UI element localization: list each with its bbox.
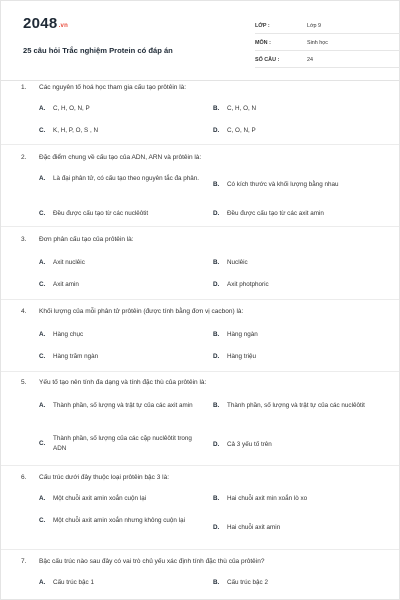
meta-value: Sinh học <box>307 40 328 46</box>
meta-label: MÔN : <box>255 40 271 46</box>
option-b[interactable]: B. Nuclêic <box>213 259 248 266</box>
meta-row-class <box>255 17 400 34</box>
option-a[interactable]: A. Hàng chục <box>39 331 84 338</box>
option-b[interactable]: B. Thành phần, số lượng và trật tự của các nuclêôtit <box>213 402 365 409</box>
option-a[interactable]: A. Cấu trúc bậc 1 <box>39 579 94 586</box>
question-divider <box>1 299 399 300</box>
question-text: 1. Các nguyên tố hoá học tham gia cấu tạo prôtêin là: <box>21 84 187 91</box>
meta-label: SỐ CÂU : <box>255 57 280 63</box>
question-text: 3. Đơn phân cấu tạo của prôtêin là: <box>21 236 134 243</box>
option-c[interactable]: C. Hàng trăm ngàn <box>39 353 99 360</box>
option-d[interactable]: D. Hai chuỗi axit amin <box>213 524 281 531</box>
option-c[interactable]: C. Axit amin <box>39 281 79 288</box>
option-c[interactable]: C. Một chuỗi axit amin xoắn nhưng không cuộn lại <box>39 517 185 524</box>
meta-row-subject <box>255 34 400 51</box>
question-text: 7. Bậc cấu trúc nào sau đây có vai trò chủ yếu xác định tính đặc thù của prôtêin? <box>21 558 265 565</box>
page-title: 25 câu hỏi Trắc nghiệm Protein có đáp án <box>23 46 173 55</box>
option-a[interactable]: A. Một chuỗi axit amin xoắn cuộn lại <box>39 495 147 502</box>
question-text: 5. Yếu tố tạo nên tính đa dạng và tính đặc thù của prôtêin là: <box>21 379 207 386</box>
option-a[interactable]: A. C, H, O, N, P <box>39 105 90 112</box>
option-b[interactable]: B. Có kích thước và khối lượng bằng nhau <box>213 181 339 188</box>
option-a[interactable]: A. Axit nuclêic <box>39 259 85 266</box>
option-d[interactable]: D. C, O, N, P <box>213 127 256 134</box>
question-divider <box>1 226 399 227</box>
option-d[interactable]: D. Đều được cấu tạo từ các axit amin <box>213 210 324 217</box>
option-c[interactable]: C. K, H, P, O, S , N <box>39 127 99 134</box>
option-a[interactable]: A. Là đại phân tử, có cấu tạo theo nguyên tắc đa phân. <box>39 175 200 182</box>
meta-row-count <box>255 51 400 68</box>
option-b[interactable]: B. Cấu trúc bậc 2 <box>213 579 268 586</box>
question-divider <box>1 144 399 145</box>
question-text: 2. Đặc điểm chung về cấu tạo của ADN, ARN và prôtêin là: <box>21 154 202 161</box>
meta-table <box>255 17 400 68</box>
option-d[interactable]: D. Cả 3 yếu tố trên <box>213 441 272 448</box>
question-divider <box>1 549 399 550</box>
question-text: 6. Cấu trúc dưới đây thuộc loại prôtêin bậc 3 là: <box>21 474 170 481</box>
option-b[interactable]: B. C, H, O, N <box>213 105 257 112</box>
option-a[interactable]: A. Thành phần, số lượng và trật tự của các axit amin <box>39 402 193 409</box>
page-header <box>23 15 383 71</box>
option-c[interactable]: C. Thành phần, số lượng của các cặp nuclêôtit trong ADN <box>39 435 192 452</box>
header-divider <box>1 80 399 81</box>
question-divider <box>1 465 399 466</box>
meta-value: Lớp 9 <box>307 23 322 29</box>
site-logo[interactable]: 2048.vn <box>23 15 69 32</box>
option-d[interactable]: D. Axit photphoric <box>213 281 269 288</box>
meta-value: 24 <box>307 57 313 63</box>
option-b[interactable]: B. Hàng ngàn <box>213 331 258 338</box>
question-text: 4. Khối lượng của mỗi phân tử prôtêin (được tính bằng đơn vị cacbon) là: <box>21 308 244 315</box>
question-divider <box>1 371 399 372</box>
option-c[interactable]: C. Đều được cấu tạo từ các nuclêôtit <box>39 210 149 217</box>
option-b[interactable]: B. Hai chuỗi axit min xoắn lò xo <box>213 495 308 502</box>
option-d[interactable]: D. Hàng triệu <box>213 353 257 360</box>
meta-label: LỚP : <box>255 23 270 29</box>
